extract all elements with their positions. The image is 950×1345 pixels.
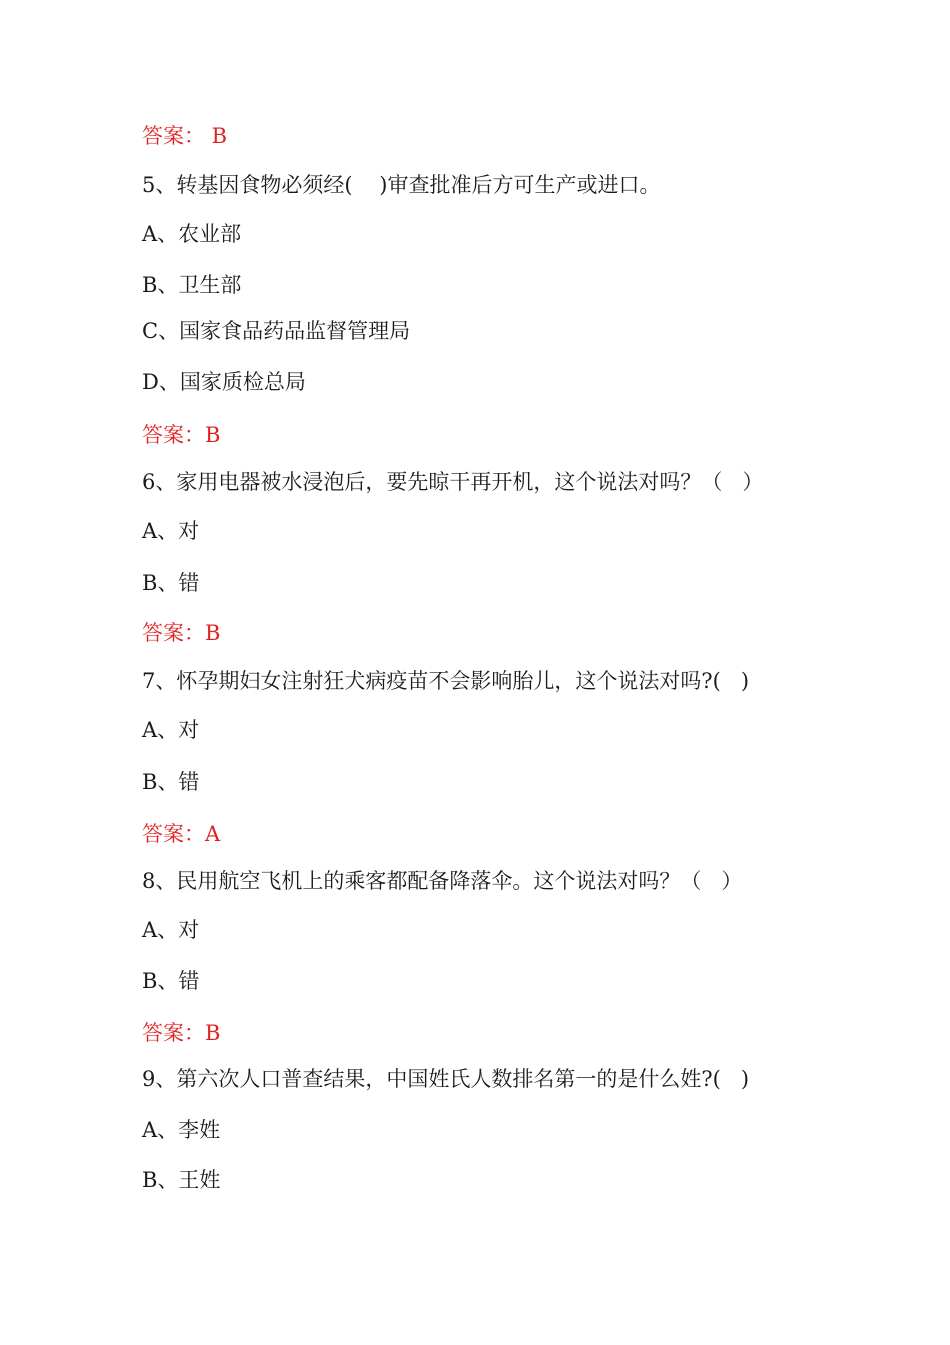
- question-5-option-d: D、国家质检总局: [142, 370, 306, 394]
- answer-q6: 答案：B: [142, 621, 221, 645]
- question-5-stem: 5、转基因食物必须经( )审查批准后方可生产或进口。: [142, 173, 661, 197]
- question-8-option-a: A、对: [142, 918, 200, 942]
- question-5-option-b: B、卫生部: [142, 273, 242, 297]
- answer-q7: 答案：A: [142, 822, 221, 846]
- question-7-option-b: B、错: [142, 770, 200, 794]
- question-8-stem: 8、民用航空飞机上的乘客都配备降落伞。这个说法对吗？（ ）: [142, 869, 743, 893]
- question-9-stem: 9、第六次人口普查结果，中国姓氏人数排名第一的是什么姓?( ): [142, 1067, 750, 1091]
- answer-q4: 答案： B: [142, 124, 228, 148]
- answer-q8: 答案：B: [142, 1021, 221, 1045]
- answer-q5: 答案：B: [142, 423, 221, 447]
- question-6-option-a: A、对: [142, 519, 200, 543]
- question-9-option-b: B、王姓: [142, 1168, 221, 1192]
- question-7-stem: 7、怀孕期妇女注射狂犬病疫苗不会影响胎儿，这个说法对吗?( ): [142, 669, 750, 693]
- question-6-option-b: B、错: [142, 571, 200, 595]
- question-5-option-a: A、农业部: [142, 222, 242, 246]
- question-6-stem: 6、家用电器被水浸泡后，要先晾干再开机，这个说法对吗？（ ）: [142, 470, 764, 494]
- question-8-option-b: B、错: [142, 969, 200, 993]
- question-7-option-a: A、对: [142, 718, 200, 742]
- question-5-option-c: C、国家食品药品监督管理局: [142, 319, 411, 343]
- question-9-option-a: A、李姓: [142, 1118, 221, 1142]
